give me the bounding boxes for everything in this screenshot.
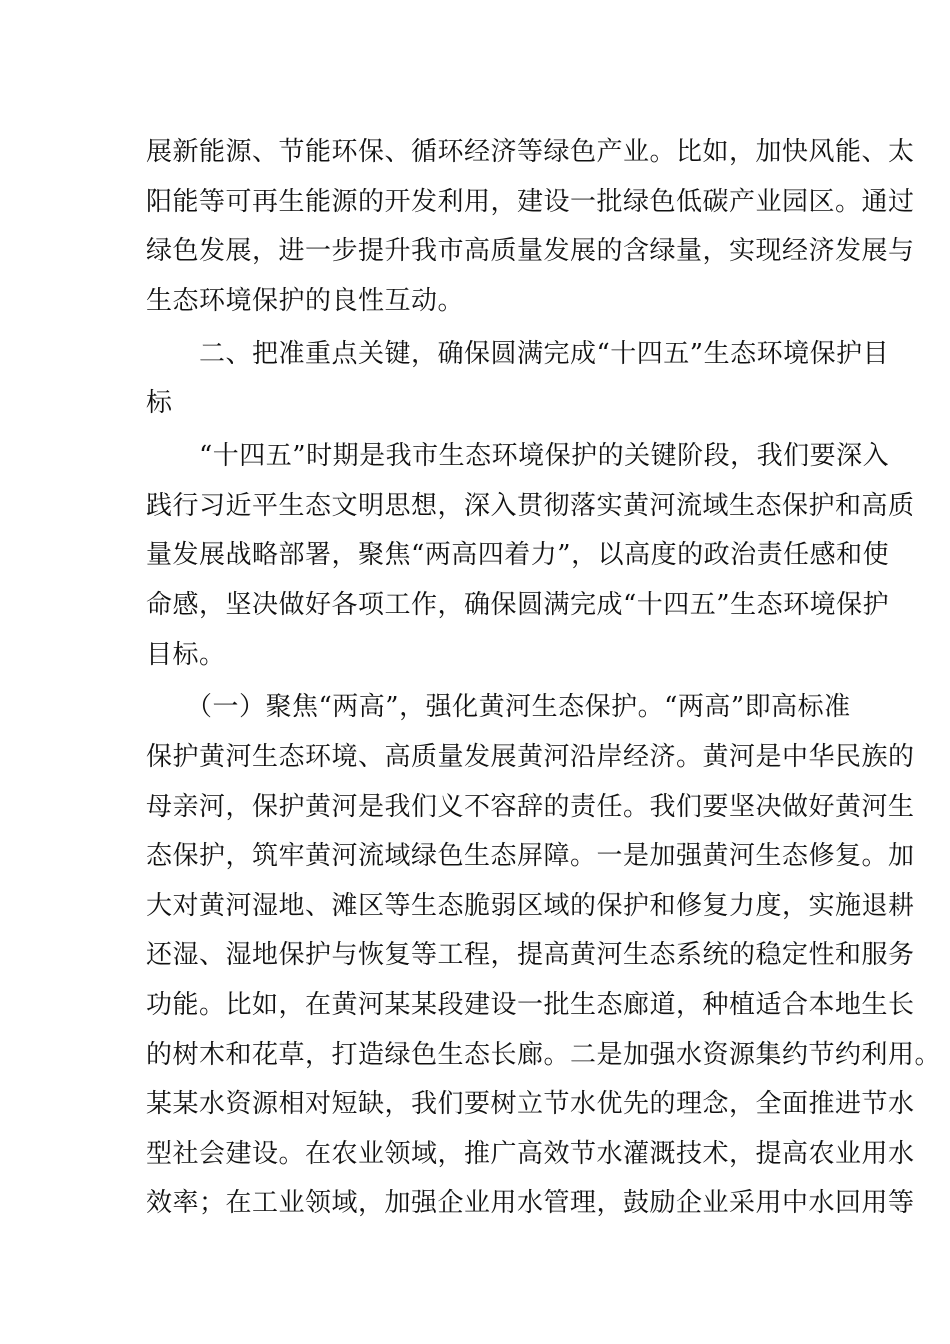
text-line: 功能。比如，在黄河某某段建设一批生态廊道，种植适合本地生长 [146, 989, 915, 1020]
text-line: 还湿、湿地保护与恢复等工程，提高黄河生态系统的稳定性和服务 [146, 940, 915, 971]
text-line: 母亲河，保护黄河是我们义不容辞的责任。我们要坚决做好黄河生 [146, 791, 915, 822]
text-line: 生态环境保护的良性互动。 [146, 285, 465, 316]
text-line: 量发展战略部署，聚焦“两高四着力”，以高度的政治责任感和使 [146, 540, 890, 571]
text-line: 大对黄河湿地、滩区等生态脆弱区域的保护和修复力度，实施退耕 [146, 890, 915, 921]
text-line: 效率；在工业领域，加强企业用水管理，鼓励企业采用中水回用等 [146, 1188, 915, 1219]
text-line: 的树木和花草，打造绿色生态长廊。二是加强水资源集约节约利用。 [146, 1039, 942, 1070]
text-line: 命感，坚决做好各项工作，确保圆满完成“十四五”生态环境保护 [146, 589, 890, 620]
text-line: 型社会建设。在农业领域，推广高效节水灌溉技术，提高农业用水 [146, 1138, 915, 1169]
text-line: （一）聚焦“两高”，强化黄河生态保护。“两高”即高标准 [146, 692, 851, 723]
section-heading-line: 标 [146, 388, 173, 419]
text-line: 展新能源、节能环保、循环经济等绿色产业。比如，加快风能、太 [146, 137, 915, 167]
text-line: 绿色发展，进一步提升我市高质量发展的含绿量，实现经济发展与 [146, 236, 915, 267]
text-line: 目标。 [146, 639, 226, 670]
document-body [146, 128, 942, 1229]
text-line: 保护黄河生态环境、高质量发展黄河沿岸经济。黄河是中华民族的 [146, 742, 915, 773]
text-line: 某某水资源相对短缺，我们要树立节水优先的理念，全面推进节水 [146, 1089, 915, 1120]
text-line: 态保护，筑牢黄河流域绿色生态屏障。一是加强黄河生态修复。加 [146, 841, 915, 872]
text-line: 践行习近平生态文明思想，深入贯彻落实黄河流域生态保护和高质 [146, 490, 915, 521]
text-line: “十四五”时期是我市生态环境保护的关键阶段，我们要深入 [146, 441, 890, 472]
text-line: 阳能等可再生能源的开发利用，建设一批绿色低碳产业园区。通过 [146, 186, 915, 217]
section-heading-line: 二、把准重点关键，确保圆满完成“十四五”生态环境保护目 [146, 338, 890, 369]
